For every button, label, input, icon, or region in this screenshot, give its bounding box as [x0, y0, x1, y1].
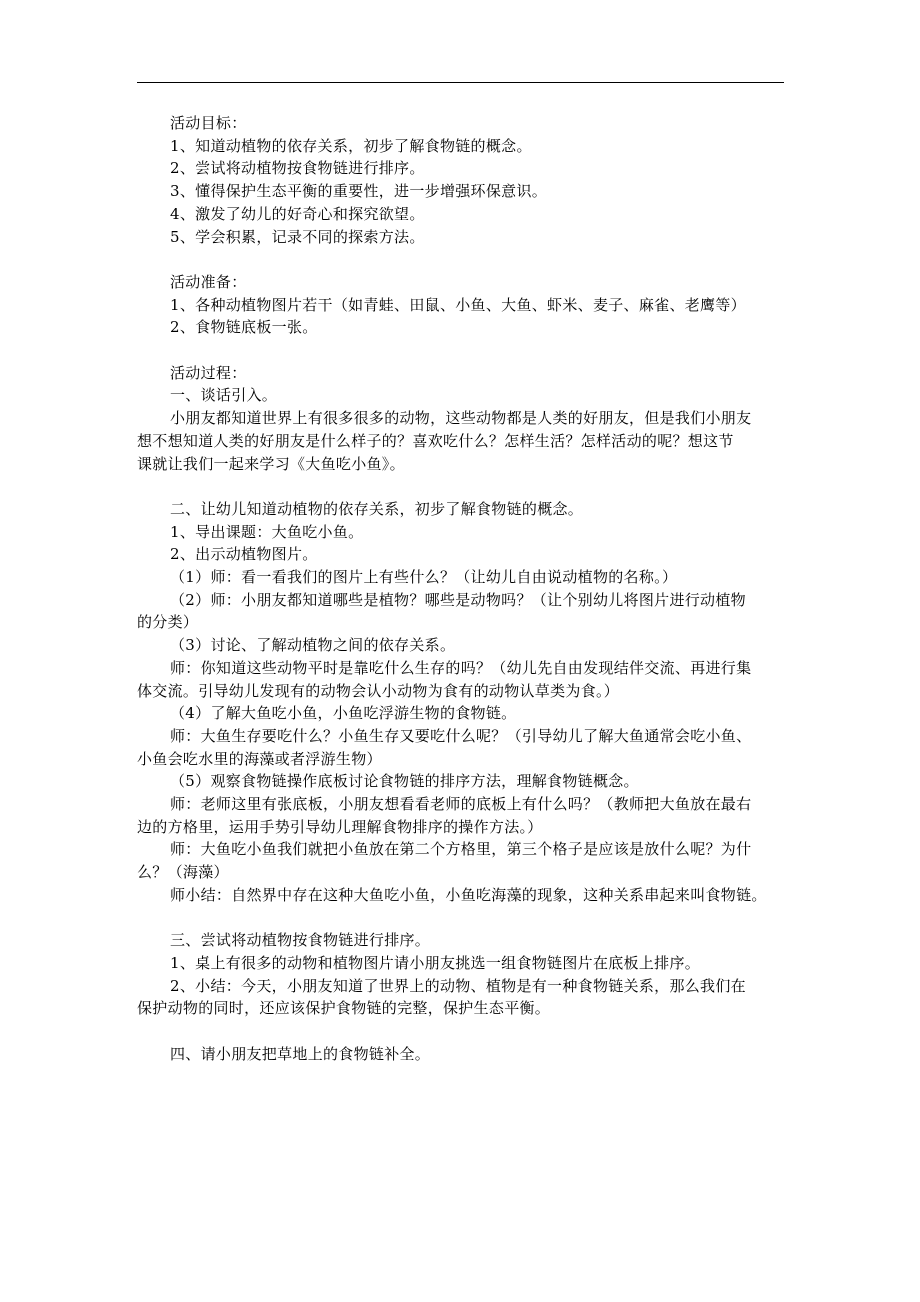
section-1-text: 课就让我们一起来学习《大鱼吃小鱼》。 [137, 454, 405, 473]
goal-item: 1、知道动植物的依存关系，初步了解食物链的概念。 [170, 136, 532, 155]
section-2-sub: （4）了解大鱼吃小鱼，小鱼吃浮游生物的食物链。 [170, 704, 517, 723]
prep-item: 1、各种动植物图片若干（如青蛙、田鼠、小鱼、大鱼、虾米、麦子、麻雀、老鹰等） [170, 295, 746, 314]
goal-item: 4、激发了幼儿的好奇心和探究欲望。 [170, 204, 425, 223]
section-2-sub: 的分类） [137, 613, 199, 632]
goal-item: 3、懂得保护生态平衡的重要性，进一步增强环保意识。 [170, 182, 548, 201]
section-1-text: 小朋友都知道世界上有很多很多的动物，这些动物都是人类的好朋友，但是我们小朋友 [170, 409, 752, 428]
process-heading: 活动过程： [170, 363, 247, 382]
section-1-title: 一、谈话引入。 [170, 386, 278, 405]
teacher-line: 小鱼会吃水里的海藻或者浮游生物） [137, 749, 382, 768]
section-3-item: 1、桌上有很多的动物和植物图片请小朋友挑选一组食物链图片在底板上排序。 [170, 953, 701, 972]
section-2-sub: （3）讨论、了解动植物之间的依存关系。 [170, 636, 456, 655]
goal-item: 5、学会积累，记录不同的探索方法。 [170, 227, 425, 246]
teacher-line: 么？（海藻） [137, 863, 229, 882]
section-2-sub: （5）观察食物链操作底板讨论食物链的排序方法，理解食物链概念。 [170, 772, 639, 791]
teacher-line: 师：大鱼吃小鱼我们就把小鱼放在第二个方格里，第三个格子是应该是放什么呢？为什 [170, 840, 752, 859]
section-4-title: 四、请小朋友把草地上的食物链补全。 [170, 1044, 431, 1063]
teacher-line: 师：大鱼生存要吃什么？小鱼生存又要吃什么呢？（引导幼儿了解大鱼通常会吃小鱼、 [170, 726, 752, 745]
section-1-text: 想不想知道人类的好朋友是什么样子的？喜欢吃什么？怎样生活？怎样活动的呢？想这节 [137, 431, 734, 450]
goals-heading: 活动目标： [170, 114, 247, 132]
section-2-sub: （2）师：小朋友都知道哪些是植物？哪些是动物吗？（让个别幼儿将图片进行动植物 [170, 590, 746, 609]
goal-item: 2、尝试将动植物按食物链进行排序。 [170, 159, 425, 178]
prep-item: 2、食物链底板一张。 [170, 318, 318, 337]
section-2-item: 2、出示动植物图片。 [170, 545, 318, 564]
prep-heading: 活动准备： [170, 272, 247, 291]
teacher-summary: 师小结：自然界中存在这种大鱼吃小鱼，小鱼吃海藻的现象，这种关系串起来叫食物链。 [170, 885, 767, 904]
section-2-sub: （1）师：看一看我们的图片上有些什么？（让幼儿自由说动植物的名称。） [170, 568, 678, 587]
teacher-line: 师：老师这里有张底板，小朋友想看看老师的底板上有什么吗？（教师把大鱼放在最右 [170, 795, 752, 814]
document-body [137, 112, 797, 1065]
section-3-title: 三、尝试将动植物按食物链进行排序。 [170, 931, 431, 950]
teacher-line: 边的方格里，运用手势引导幼儿理解食物排序的操作方法。） [137, 817, 543, 836]
teacher-line: 师：你知道这些动物平时是靠吃什么生存的吗？（幼儿先自由发现结伴交流、再进行集 [170, 658, 752, 677]
section-3-item: 保护动物的同时，还应该保护食物链的完整，保护生态平衡。 [137, 999, 551, 1018]
section-2-item: 1、导出课题：大鱼吃小鱼。 [170, 522, 364, 541]
header-rule [137, 82, 784, 83]
section-3-item: 2、小结：今天，小朋友知道了世界上的动物、植物是有一种食物链关系，那么我们在 [170, 976, 746, 995]
section-2-title: 二、让幼儿知道动植物的依存关系，初步了解食物链的概念。 [170, 499, 584, 518]
teacher-line: 体交流。引导幼儿发现有的动物会认小动物为食有的动物认草类为食。） [137, 681, 620, 700]
